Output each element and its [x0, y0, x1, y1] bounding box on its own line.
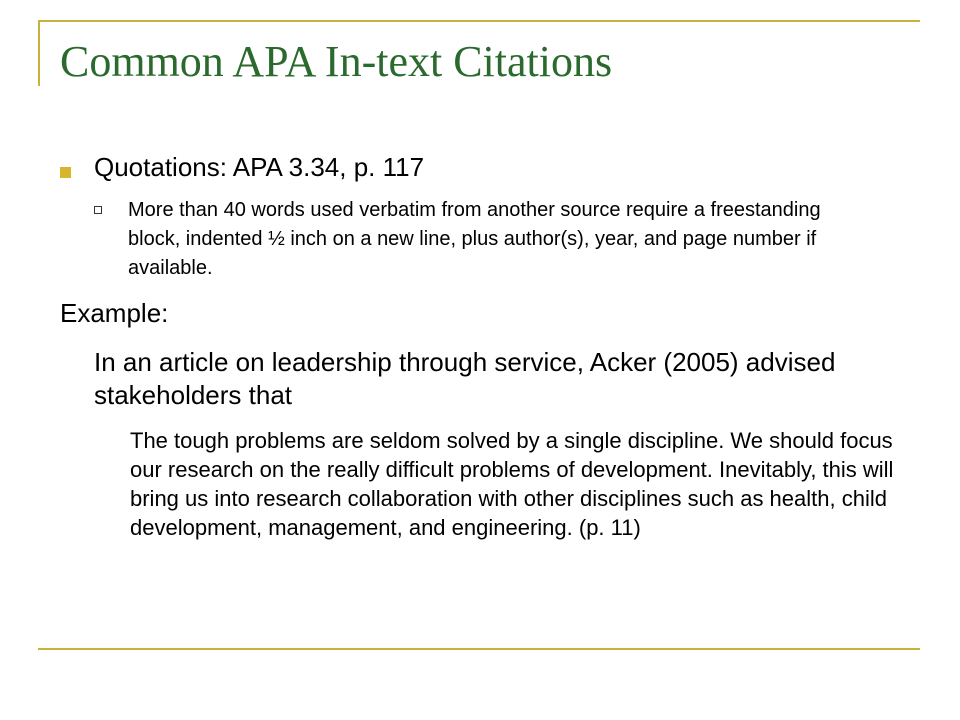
hollow-square-bullet-icon	[94, 206, 102, 214]
frame-top-rule	[38, 20, 920, 22]
slide-title: Common APA In-text Citations	[60, 37, 613, 86]
example-lead-sentence: In an article on leadership through service, Acker (2005) advised stakeholders that	[94, 347, 836, 410]
bullet-quotations-text: Quotations: APA 3.34, p. 117	[94, 152, 425, 182]
block-quote: The tough problems are seldom solved by a single discipline. We should focus our research on the really difficult problems of development. Inevitably, this will bring us into research collaboration with other disciplines such as health, child development, management, and engineering. (p. 11)	[130, 428, 894, 540]
square-bullet-icon	[60, 167, 71, 178]
sub-bullet-block-rule-text: More than 40 words used verbatim from another source require a freestanding block, indented ½ inch on a new line, plus author(s), year, and page number if available.	[128, 199, 821, 279]
frame-left-rule	[38, 20, 40, 86]
frame-bottom-rule	[38, 648, 920, 650]
example-label: Example:	[60, 298, 169, 328]
